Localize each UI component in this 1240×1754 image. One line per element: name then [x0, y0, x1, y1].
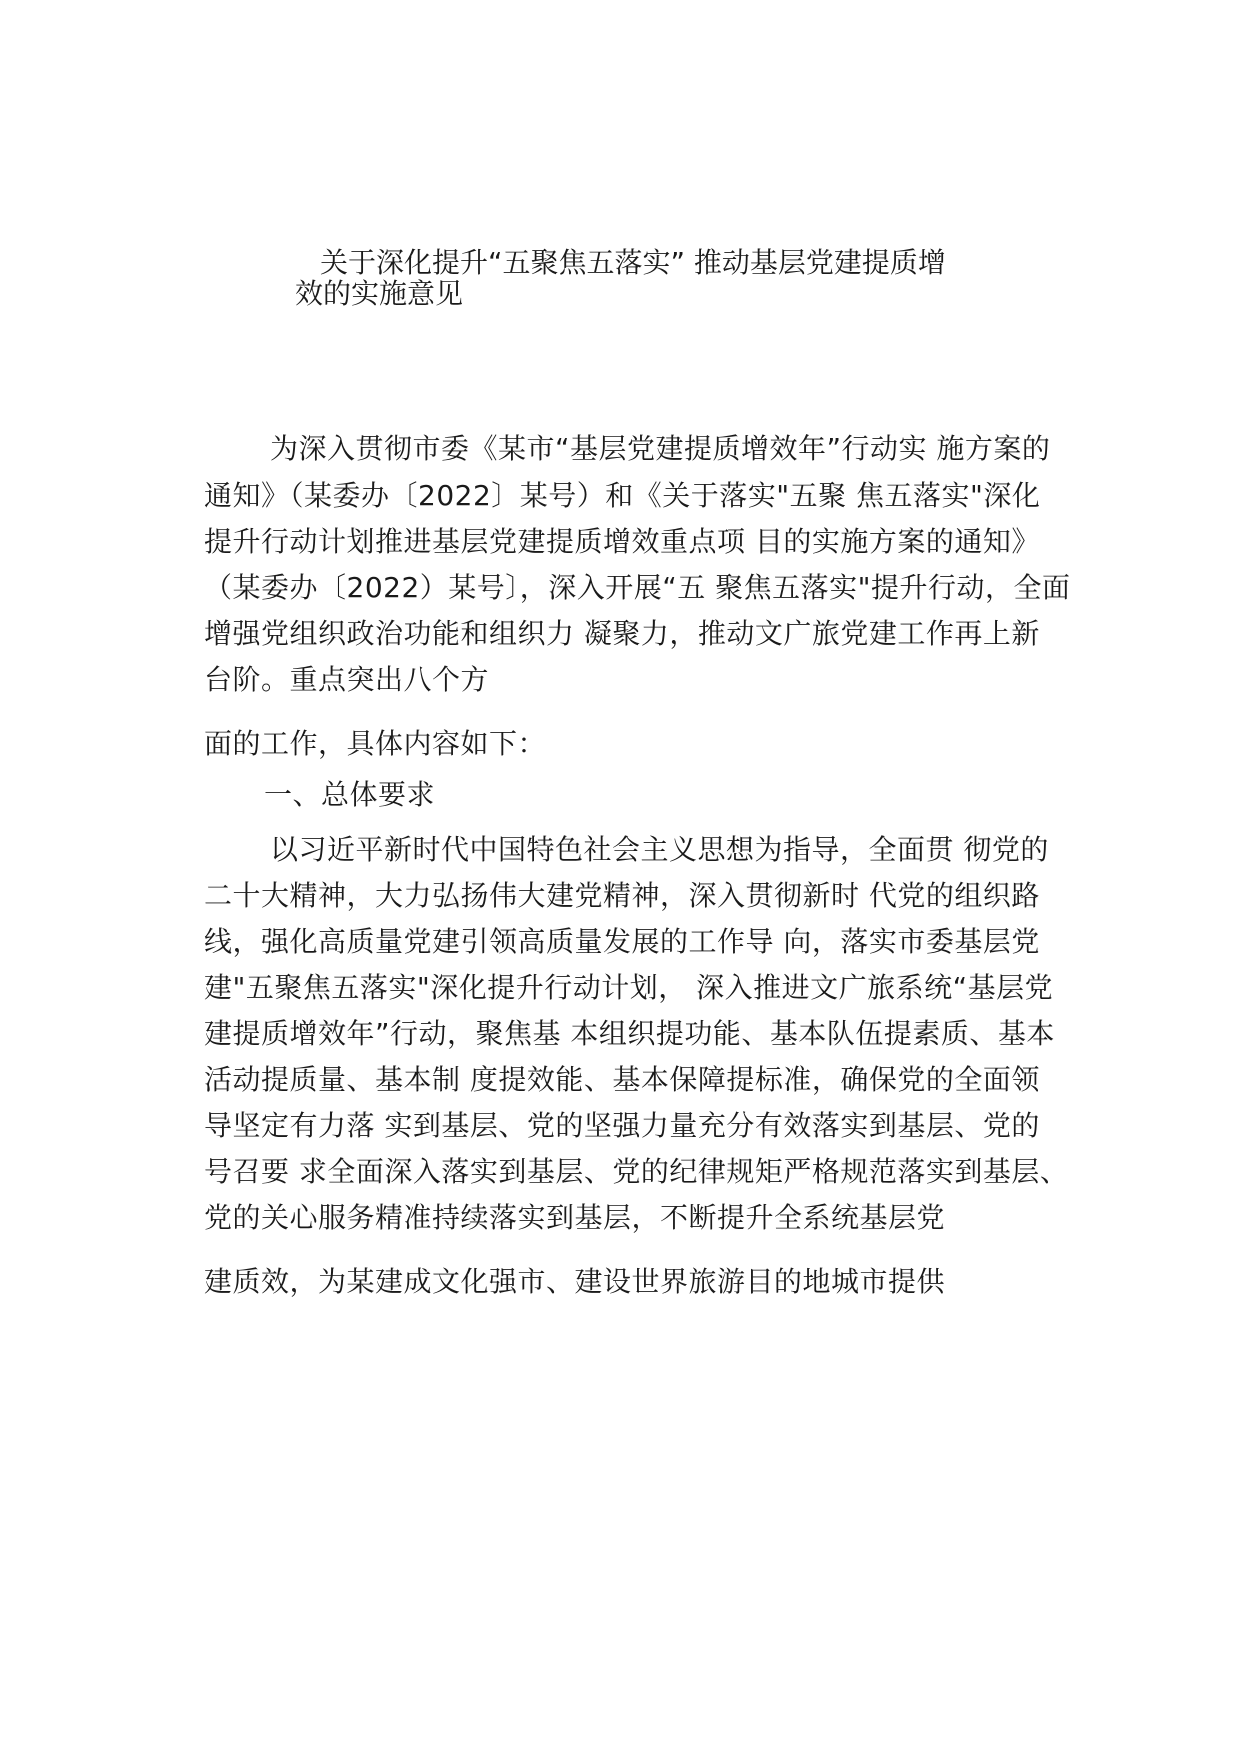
paragraph-1-line-3: 提升行动计划推进基层党建提质增效重点项 目的实施方案的通知》 — [204, 525, 1040, 558]
paragraph-2-line-3: 线，强化高质量党建引领高质量发展的工作导 向，落实市委基层党 — [204, 925, 1040, 958]
paragraph-2-line-4: 建"五聚焦五落实"深化提升行动计划， 深入推进文广旅系统“基层党 — [204, 971, 1054, 1004]
paragraph-1-line-6: 台阶。重点突出八个方 — [204, 663, 490, 696]
paragraph-2-continuation: 建质效，为某建成文化强市、建设世界旅游目的地城市提供 — [204, 1265, 946, 1298]
paragraph-1-continuation: 面的工作，具体内容如下： — [204, 727, 547, 760]
paragraph-2-line-2: 二十大精神，大力弘扬伟大建党精神，深入贯彻新时 代党的组织路 — [204, 879, 1040, 912]
paragraph-1-line-4: （某委办〔2022）某号〕，深入开展“五 聚焦五落实"提升行动，全面 — [204, 571, 1071, 604]
paragraph-2-line-6: 活动提质量、基本制 度提效能、基本保障提标准，确保党的全面领 — [204, 1063, 1040, 1096]
paragraph-2-line-7: 导坚定有力落 实到基层、党的坚强力量充分有效落实到基层、党的 — [204, 1109, 1040, 1142]
paragraph-2-line-1: 以习近平新时代中国特色社会主义思想为指导，全面贯 彻党的 — [270, 833, 1049, 866]
section-1-heading: 一、总体要求 — [264, 778, 436, 811]
document-title-line-2: 效的实施意见 — [295, 277, 464, 310]
paragraph-2-line-5: 建提质增效年”行动，聚焦基 本组织提功能、基本队伍提素质、基本 — [204, 1017, 1055, 1050]
paragraph-2-line-9: 党的关心服务精准持续落实到基层，不断提升全系统基层党 — [204, 1201, 946, 1234]
paragraph-1-line-1: 为深入贯彻市委《某市“基层党建提质增效年”行动实 施方案的 — [270, 432, 1051, 465]
paragraph-1-line-5: 增强党组织政治功能和组织力 凝聚力，推动文广旅党建工作再上新 — [204, 617, 1040, 650]
document-title-line-1: 关于深化提升“五聚焦五落实” 推动基层党建提质增 — [320, 246, 946, 279]
paragraph-2-line-8: 号召要 求全面深入落实到基层、党的纪律规矩严格规范落实到基层、 — [204, 1155, 1069, 1188]
paragraph-1-line-2: 通知》（某委办〔2022〕某号）和《关于落实"五聚 焦五落实"深化 — [204, 479, 1041, 512]
